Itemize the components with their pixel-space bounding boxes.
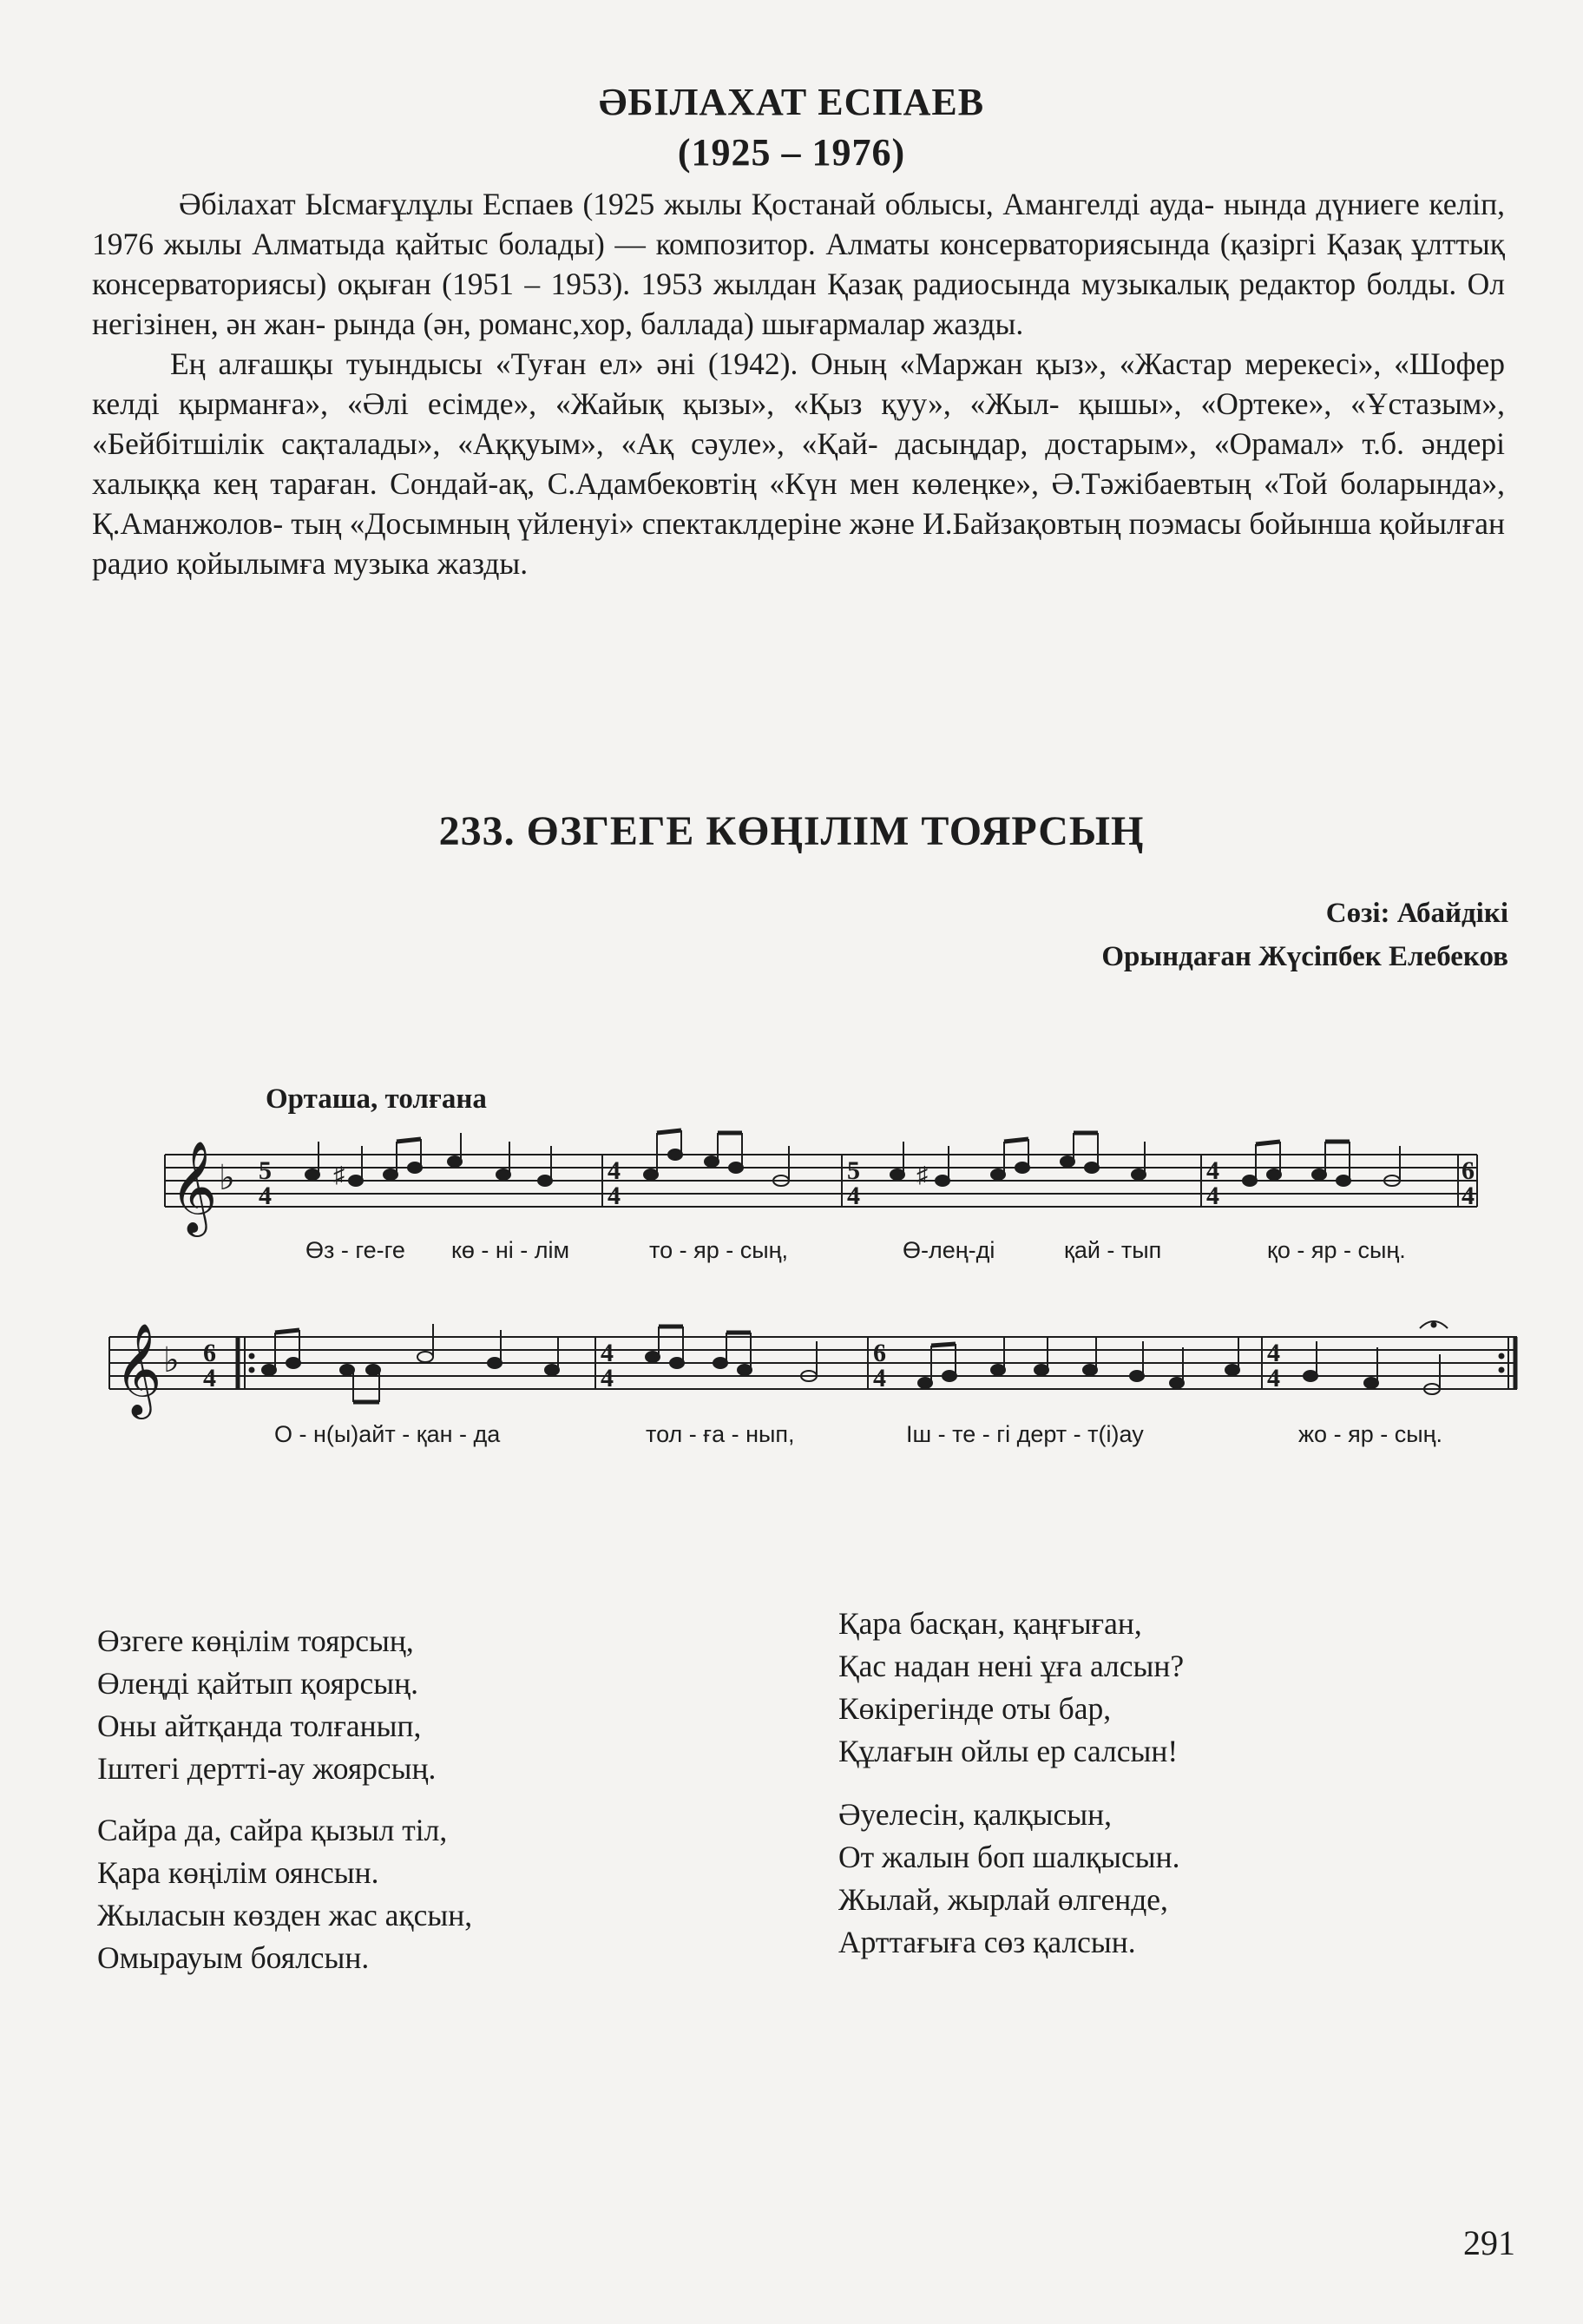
composer-name: ӘБІЛАХАТ ЕСПАЕВ xyxy=(598,81,985,123)
bio-line: мерекесі», «Шофер келді қырманға», «Әлі есімде», «Жайық қызы», «Қыз қуу», «Жыл- xyxy=(92,346,1505,421)
svg-text:4: 4 xyxy=(259,1182,272,1210)
svg-text:4: 4 xyxy=(608,1182,621,1210)
bio-line: нында дүниеге келіп, 1976 жылы Алматыда қайтыс болады) — композитор. Алматы xyxy=(92,187,1506,261)
verse-left-2 xyxy=(97,1809,472,1979)
flat-sign-icon: ♭ xyxy=(219,1158,235,1198)
staff1-lyric: Өз - ге-ге xyxy=(305,1237,405,1263)
verse-line: Оны айтқанда толғанып, xyxy=(97,1708,422,1743)
svg-text:6: 6 xyxy=(1461,1156,1475,1185)
svg-text:4: 4 xyxy=(1206,1156,1219,1185)
performer-credit: Орындаған Жүсіпбек Елебеков xyxy=(1101,941,1508,972)
composer-years: (1925 – 1976) xyxy=(677,131,906,174)
verse-line: Арттағыға сөз қалсын. xyxy=(838,1925,1136,1959)
staff1-lyric: қай - тып xyxy=(1064,1237,1162,1263)
bio-line: С.Адамбековтің «Күн мен көлеңке», Ә.Тәжібаевтың «Той боларында», Қ.Аманжолов- xyxy=(92,466,1506,541)
svg-text:4: 4 xyxy=(1461,1182,1475,1210)
verse-line: Сайра да, сайра қызыл тіл, xyxy=(97,1813,448,1847)
staff1-lyric: кө - ні - лім xyxy=(451,1237,570,1263)
svg-text:4: 4 xyxy=(608,1156,621,1185)
svg-text:4: 4 xyxy=(601,1339,614,1367)
svg-text:4: 4 xyxy=(1267,1339,1280,1367)
staff2-lyric: тол - ға - нып, xyxy=(646,1421,795,1447)
svg-text:4: 4 xyxy=(847,1182,860,1210)
verse-line: Көкірегінде оты бар, xyxy=(838,1691,1112,1726)
verse-line: Әуелесін, қалқысын, xyxy=(838,1797,1113,1832)
svg-text:4: 4 xyxy=(203,1364,216,1392)
staff1-lyric: то - яр - сың, xyxy=(649,1237,789,1263)
bio-line: қышы», «Ортеке», «Ұстазым», «Бейбітшілік сақталады», «Аққуым», «Ақ сәуле», «Қай- xyxy=(92,386,1505,461)
svg-text:♯: ♯ xyxy=(916,1162,928,1188)
staff2-lyric: Іш - те - гі дерт - т(і)ау xyxy=(906,1421,1144,1447)
bio-line: дасыңдар, достарым», «Орамал» т.б. әндері халыққа кең тараған. Сондай-ақ, xyxy=(92,426,1505,501)
svg-text:5: 5 xyxy=(847,1156,860,1185)
svg-text:5: 5 xyxy=(259,1156,272,1185)
verse-left-1 xyxy=(97,1620,436,1790)
verse-line: Қара көңілім оянсын. xyxy=(97,1855,379,1890)
verse-line: Қара басқан, қаңғыған, xyxy=(838,1606,1142,1641)
verse-line: Қас надан нені ұға алсын? xyxy=(838,1649,1185,1683)
treble-clef-icon: 𝄞 xyxy=(170,1140,218,1233)
svg-text:♯: ♯ xyxy=(333,1162,345,1188)
verse-line: Іштегі дертті-ау жоярсың. xyxy=(97,1751,437,1786)
bio-line: Әбілахат Ысмағұлұлы Еспаев (1925 жылы Қостанай облысы, Амангелді ауда- xyxy=(179,187,1215,221)
bio-line: қойылған радио қойылымға музыка жазды. xyxy=(92,506,1506,581)
staff2-lyric: О - н(ы)айт - қан - да xyxy=(274,1421,501,1447)
bio-line: рында (ән, романс,хор, баллада) шығармалар жазды. xyxy=(333,306,1024,341)
verse-right-1 xyxy=(838,1603,1184,1773)
bio-line: 1953 жылдан Қазақ радиосында музыкалық редактор болды. Ол негізінен, ән жан- xyxy=(92,267,1506,341)
verse-line: Құлағын ойлы ер салсын! xyxy=(838,1734,1179,1768)
flat-sign-icon: ♭ xyxy=(163,1340,180,1380)
page-number: 291 xyxy=(1463,2223,1515,2262)
treble-clef-icon: 𝄞 xyxy=(115,1322,162,1415)
verse-right-2 xyxy=(838,1794,1179,1964)
verse-line: Жылай, жырлай өлгенде, xyxy=(838,1882,1168,1917)
staff1-lyric: қо - яр - сың. xyxy=(1267,1237,1406,1263)
verse-line: Өзгеге көңілім тоярсың, xyxy=(97,1623,414,1658)
song-title: 233. ӨЗГЕГЕ КӨҢІЛІМ ТОЯРСЫҢ xyxy=(438,808,1145,854)
svg-text:4: 4 xyxy=(1267,1364,1280,1392)
svg-text:4: 4 xyxy=(873,1364,886,1392)
svg-text:4: 4 xyxy=(1206,1182,1219,1210)
svg-text:6: 6 xyxy=(873,1339,886,1367)
tempo-marking: Орташа, толғана xyxy=(266,1083,487,1115)
staff1-lyric: Ө-лең-ді xyxy=(903,1237,995,1263)
staff2-lyric: жо - яр - сың. xyxy=(1298,1421,1443,1447)
svg-text:4: 4 xyxy=(601,1364,614,1392)
bio-line: Ең алғашқы туындысы «Туған ел» әні (1942). Оның «Маржан қыз», «Жастар xyxy=(170,346,1232,381)
lyricist-credit: Сөзі: Абайдікі xyxy=(1325,898,1508,929)
biography-text xyxy=(92,184,1505,583)
verse-line: Жыласын көзден жас ақсын, xyxy=(97,1898,473,1932)
bio-line: тың «Досымның үйленуі» спектаклдеріне және И.Байзақовтың поэмасы бойынша xyxy=(291,506,1372,541)
svg-text:6: 6 xyxy=(203,1339,216,1367)
verse-line: От жалын боп шалқысын. xyxy=(838,1840,1180,1874)
verse-line: Омырауым боялсын. xyxy=(97,1940,370,1975)
bio-line: консерваториясында (қазіргі Қазақ ұлттық консерваториясы) оқыған (1951 – 1953). xyxy=(92,227,1506,301)
verse-line: Өлеңді қайтып қоярсың. xyxy=(97,1666,419,1701)
